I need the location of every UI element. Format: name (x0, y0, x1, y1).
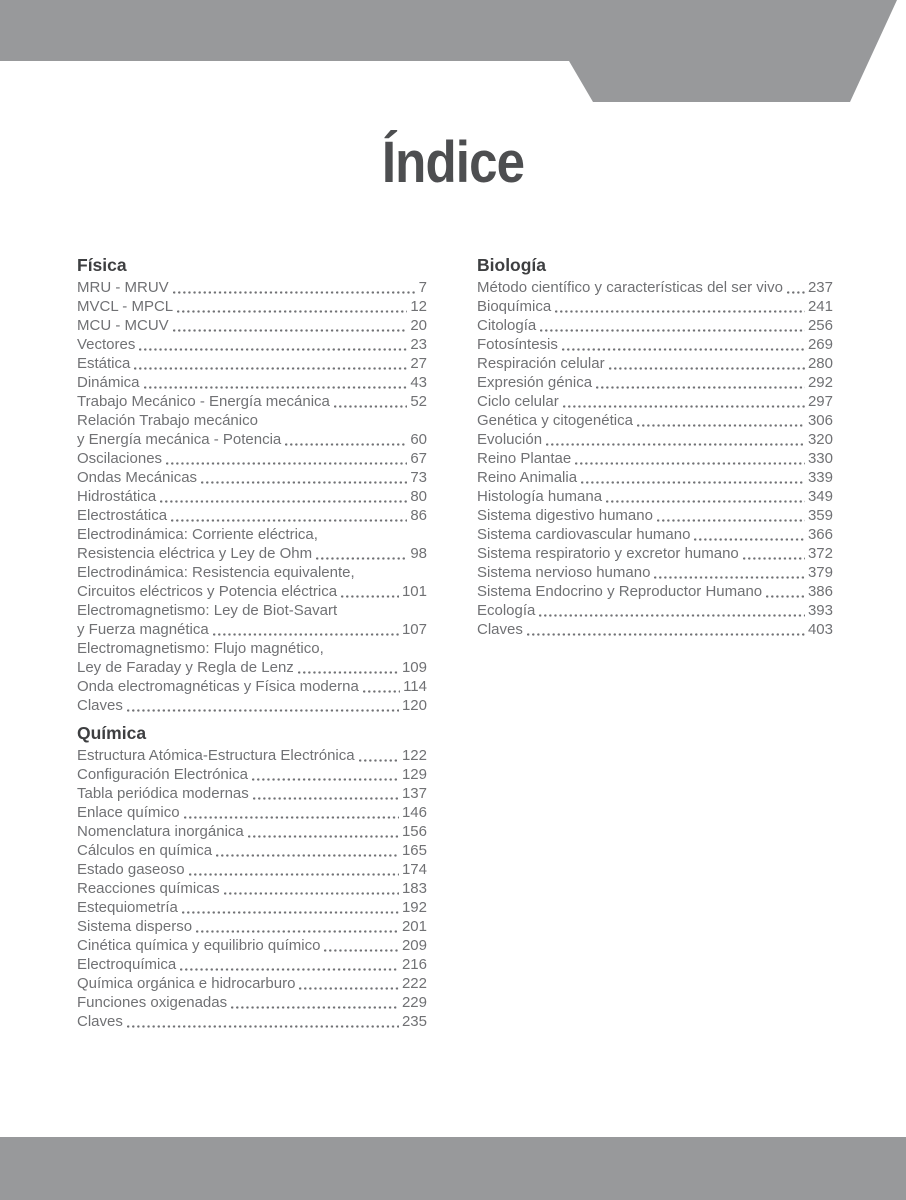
toc-entry (477, 278, 833, 297)
toc-entry-page: 393 (807, 602, 833, 619)
toc-leader-dots (653, 563, 806, 582)
toc-entry-label: Sistema digestivo humano (477, 507, 653, 524)
toc-entry (77, 487, 427, 506)
toc-entry-page: 241 (807, 298, 833, 315)
toc-entry (77, 936, 427, 955)
toc-entry-label: MRU - MRUV (77, 279, 169, 296)
toc-entry (477, 544, 833, 563)
toc-entry-label: Ondas Mecánicas (77, 469, 198, 486)
toc-entry-page: 366 (807, 526, 833, 543)
toc-entry-page: 60 (410, 431, 427, 448)
toc-entry-label: Genética y citogenética (477, 412, 633, 429)
toc-entry-label: Electrostática (77, 507, 168, 524)
toc-entry-page: 80 (410, 488, 427, 505)
toc-leader-dots (172, 316, 409, 335)
toc-entry-page: 330 (807, 450, 833, 467)
toc-entry-label: Citología (477, 317, 537, 334)
toc-entry (77, 746, 427, 765)
toc-entry-page: 192 (401, 899, 427, 916)
toc-entry (477, 430, 833, 449)
toc-entry (77, 544, 427, 563)
toc-leader-dots (333, 392, 408, 411)
toc-leader-dots (545, 430, 806, 449)
toc-leader-dots (230, 993, 400, 1012)
toc-entry (77, 917, 427, 936)
toc-entry (77, 784, 427, 803)
toc-entry-wrapped-line: Electromagnetismo: Ley de Biot-Savart (77, 602, 338, 619)
toc-leader-dots (358, 746, 400, 765)
toc-entry-page: 107 (401, 621, 427, 638)
toc-entry (77, 449, 427, 468)
toc-entry-page: 201 (401, 918, 427, 935)
toc-entry-label: Vectores (77, 336, 136, 353)
toc-entry-page: 67 (410, 450, 427, 467)
toc-leader-dots (252, 784, 400, 803)
toc-entry-page: 229 (401, 994, 427, 1011)
toc-entry-page: 216 (401, 956, 427, 973)
toc-entry (477, 297, 833, 316)
toc-leader-dots (215, 841, 400, 860)
toc-entry (77, 278, 427, 297)
toc-entry-label: Configuración Electrónica (77, 766, 248, 783)
toc-entry-label: Sistema disperso (77, 918, 193, 935)
toc-leader-dots (179, 955, 400, 974)
toc-entry-page: 222 (401, 975, 427, 992)
toc-entry-label: Expresión génica (477, 374, 593, 391)
toc-leader-dots (526, 620, 806, 639)
toc-section (77, 254, 427, 715)
section-heading: Biología (477, 255, 547, 275)
toc-leader-dots (133, 354, 408, 373)
toc-entry-page: 174 (401, 861, 427, 878)
toc-leader-dots (223, 879, 400, 898)
toc-entry-wrapped-line: Electrodinámica: Corriente eléctrica, (77, 526, 318, 543)
toc-entry-page: 269 (807, 336, 833, 353)
toc-leader-dots (126, 696, 400, 715)
toc-entry (77, 582, 427, 601)
toc-entry-label: Oscilaciones (77, 450, 163, 467)
header-band-shape (0, 0, 897, 102)
toc-entry-page: 156 (401, 823, 427, 840)
toc-entry (477, 525, 833, 544)
toc-entry (477, 506, 833, 525)
toc-entry (77, 696, 427, 715)
toc-entry (77, 658, 427, 677)
toc-entry-page: 359 (807, 507, 833, 524)
toc-entry-page: 122 (401, 747, 427, 764)
toc-entry-label: Onda electromagnéticas y Física moderna (77, 678, 359, 695)
toc-entry (477, 563, 833, 582)
toc-leader-dots (298, 974, 400, 993)
toc-entry-page: 235 (401, 1013, 427, 1030)
toc-entry-label: y Energía mecánica - Potencia (77, 431, 282, 448)
toc-entry-page: 379 (807, 564, 833, 581)
toc-entry-page: 320 (807, 431, 833, 448)
toc-leader-dots (195, 917, 400, 936)
toc-entry-label: Claves (77, 697, 123, 714)
toc-entry-label: Electroquímica (77, 956, 177, 973)
toc-leader-dots (323, 936, 400, 955)
toc-leader-dots (138, 335, 408, 354)
toc-entry (77, 620, 427, 639)
toc-entry (477, 487, 833, 506)
toc-entry-label: Sistema nervioso humano (477, 564, 651, 581)
toc-entry (77, 879, 427, 898)
toc-leader-dots (742, 544, 806, 563)
toc-leader-dots (188, 860, 400, 879)
toc-entry-label: Tabla periódica modernas (77, 785, 249, 802)
toc-columns (77, 254, 833, 1031)
toc-leader-dots (159, 487, 408, 506)
toc-entry-page: 165 (401, 842, 427, 859)
toc-entry-page: 120 (401, 697, 427, 714)
toc-entry (77, 822, 427, 841)
toc-entry-label: Sistema cardiovascular humano (477, 526, 691, 543)
toc-entry-page: 256 (807, 317, 833, 334)
toc-entry-label: Evolución (477, 431, 543, 448)
toc-entry-label: Fotosíntesis (477, 336, 558, 353)
toc-leader-dots (595, 373, 806, 392)
toc-entry-label: Enlace químico (77, 804, 180, 821)
toc-leader-dots (284, 430, 408, 449)
toc-entry (477, 468, 833, 487)
toc-leader-dots (636, 411, 806, 430)
toc-leader-dots (561, 335, 806, 354)
toc-entry-page: 129 (401, 766, 427, 783)
toc-entry (477, 392, 833, 411)
toc-entry-page: 386 (807, 583, 833, 600)
toc-entry (77, 841, 427, 860)
toc-entry-page: 403 (807, 621, 833, 638)
toc-entry-page: 292 (807, 374, 833, 391)
toc-entry-label: Ecología (477, 602, 536, 619)
toc-leader-dots (562, 392, 806, 411)
toc-entry (77, 803, 427, 822)
toc-leader-dots (362, 677, 401, 696)
toc-entry-label: Sistema Endocrino y Reproductor Humano (477, 583, 763, 600)
toc-leader-dots (165, 449, 408, 468)
toc-entry-page: 101 (401, 583, 427, 600)
toc-entry-page: 280 (807, 355, 833, 372)
toc-leader-dots (176, 297, 408, 316)
toc-entry (477, 411, 833, 430)
toc-entry-page: 297 (807, 393, 833, 410)
toc-leader-dots (605, 487, 806, 506)
toc-leader-dots (200, 468, 408, 487)
toc-leader-dots (251, 765, 400, 784)
toc-entry-page: 306 (807, 412, 833, 429)
toc-entry (477, 354, 833, 373)
toc-entry (77, 677, 427, 696)
toc-leader-dots (554, 297, 806, 316)
toc-entry-label: Química orgánica e hidrocarburo (77, 975, 296, 992)
toc-entry-page: 339 (807, 469, 833, 486)
toc-leader-dots (172, 278, 417, 297)
toc-entry (77, 468, 427, 487)
toc-entry-page: 98 (410, 545, 427, 562)
toc-entry-wrapped-line: Relación Trabajo mecánico (77, 412, 258, 429)
toc-entry-label: Reino Animalia (477, 469, 578, 486)
toc-entry (77, 1012, 427, 1031)
toc-leader-dots (340, 582, 400, 601)
toc-leader-dots (126, 1012, 400, 1031)
toc-entry-label: Histología humana (477, 488, 603, 505)
toc-entry-label: Reino Plantae (477, 450, 572, 467)
toc-entry-label: Dinámica (77, 374, 140, 391)
toc-entry-label: Circuitos eléctricos y Potencia eléctrica (77, 583, 338, 600)
toc-leader-dots (580, 468, 806, 487)
section-heading: Física (77, 255, 127, 275)
toc-leader-dots (765, 582, 806, 601)
toc-entry-page: 12 (410, 298, 427, 315)
toc-entry-label: Claves (77, 1013, 123, 1030)
toc-entry (77, 297, 427, 316)
toc-entry-label: Ciclo celular (477, 393, 559, 410)
toc-entry-label: Estática (77, 355, 131, 372)
toc-entry (77, 373, 427, 392)
header-band (0, 0, 906, 102)
toc-entry (477, 316, 833, 335)
page-title: Índice (381, 130, 525, 195)
toc-entry-label: Trabajo Mecánico - Energía mecánica (77, 393, 330, 410)
toc-column (77, 254, 427, 1031)
toc-leader-dots (247, 822, 400, 841)
toc-entry-page: 52 (410, 393, 427, 410)
toc-leader-dots (170, 506, 408, 525)
toc-leader-dots (656, 506, 806, 525)
section-heading: Química (77, 723, 147, 743)
toc-entry-label: Sistema respiratorio y excretor humano (477, 545, 739, 562)
toc-entry (77, 316, 427, 335)
toc-entry (477, 449, 833, 468)
toc-section (477, 254, 833, 639)
toc-leader-dots (538, 601, 806, 620)
toc-entry (77, 860, 427, 879)
toc-entry-label: Respiración celular (477, 355, 605, 372)
toc-entry-label: Estructura Atómica-Estructura Electrónica (77, 747, 355, 764)
toc-leader-dots (212, 620, 400, 639)
toc-entry-page: 73 (410, 469, 427, 486)
toc-leader-dots (297, 658, 400, 677)
toc-entry (477, 582, 833, 601)
toc-entry-label: Método científico y características del ser vivo (477, 279, 783, 296)
toc-entry (77, 974, 427, 993)
toc-entry-page: 23 (410, 336, 427, 353)
toc-entry-label: Funciones oxigenadas (77, 994, 228, 1011)
toc-entry-label: Cinética química y equilibrio químico (77, 937, 321, 954)
toc-entry-label: y Fuerza magnética (77, 621, 209, 638)
toc-entry-label: Cálculos en química (77, 842, 213, 859)
toc-entry (77, 898, 427, 917)
toc-entry-label: Reacciones químicas (77, 880, 220, 897)
toc-entry-page: 7 (418, 279, 427, 296)
toc-entry-page: 20 (410, 317, 427, 334)
toc-entry (77, 354, 427, 373)
toc-entry-page: 27 (410, 355, 427, 372)
toc-entry-page: 109 (401, 659, 427, 676)
toc-entry-page: 349 (807, 488, 833, 505)
toc-entry-label: Claves (477, 621, 523, 638)
toc-entry-label: Estado gaseoso (77, 861, 185, 878)
toc-leader-dots (539, 316, 806, 335)
toc-leader-dots (183, 803, 400, 822)
toc-entry-label: Estequiometría (77, 899, 178, 916)
toc-entry (477, 335, 833, 354)
toc-entry-page: 43 (410, 374, 427, 391)
toc-entry-page: 209 (401, 937, 427, 954)
toc-entry-page: 146 (401, 804, 427, 821)
toc-entry-page: 137 (401, 785, 427, 802)
toc-entry (477, 373, 833, 392)
toc-entry (77, 765, 427, 784)
toc-entry (77, 993, 427, 1012)
toc-leader-dots (315, 544, 408, 563)
toc-leader-dots (693, 525, 806, 544)
toc-entry-wrapped-line: Electromagnetismo: Flujo magnético, (77, 640, 324, 657)
toc-entry-page: 372 (807, 545, 833, 562)
toc-entry (77, 506, 427, 525)
toc-entry-page: 237 (807, 279, 833, 296)
toc-entry (77, 955, 427, 974)
toc-entry-label: MVCL - MPCL (77, 298, 174, 315)
toc-entry-page: 114 (403, 678, 427, 695)
toc-leader-dots (786, 278, 806, 297)
toc-entry (77, 335, 427, 354)
toc-entry (77, 430, 427, 449)
toc-entry (77, 392, 427, 411)
toc-entry-label: Bioquímica (477, 298, 552, 315)
toc-entry-wrapped-line: Electrodinámica: Resistencia equivalente, (77, 564, 355, 581)
toc-entry-page: 86 (410, 507, 427, 524)
toc-leader-dots (181, 898, 400, 917)
toc-entry-page: 183 (401, 880, 427, 897)
toc-leader-dots (143, 373, 409, 392)
toc-entry (477, 620, 833, 639)
toc-column (477, 254, 833, 1031)
toc-entry-label: Ley de Faraday y Regla de Lenz (77, 659, 294, 676)
toc-entry-label: Hidrostática (77, 488, 157, 505)
toc-section (77, 722, 427, 1031)
toc-leader-dots (608, 354, 806, 373)
toc-entry (477, 601, 833, 620)
toc-entry-label: Resistencia eléctrica y Ley de Ohm (77, 545, 313, 562)
toc-entry-label: Nomenclatura inorgánica (77, 823, 244, 840)
toc-entry-label: MCU - MCUV (77, 317, 169, 334)
toc-leader-dots (574, 449, 806, 468)
footer-band (0, 1137, 906, 1200)
